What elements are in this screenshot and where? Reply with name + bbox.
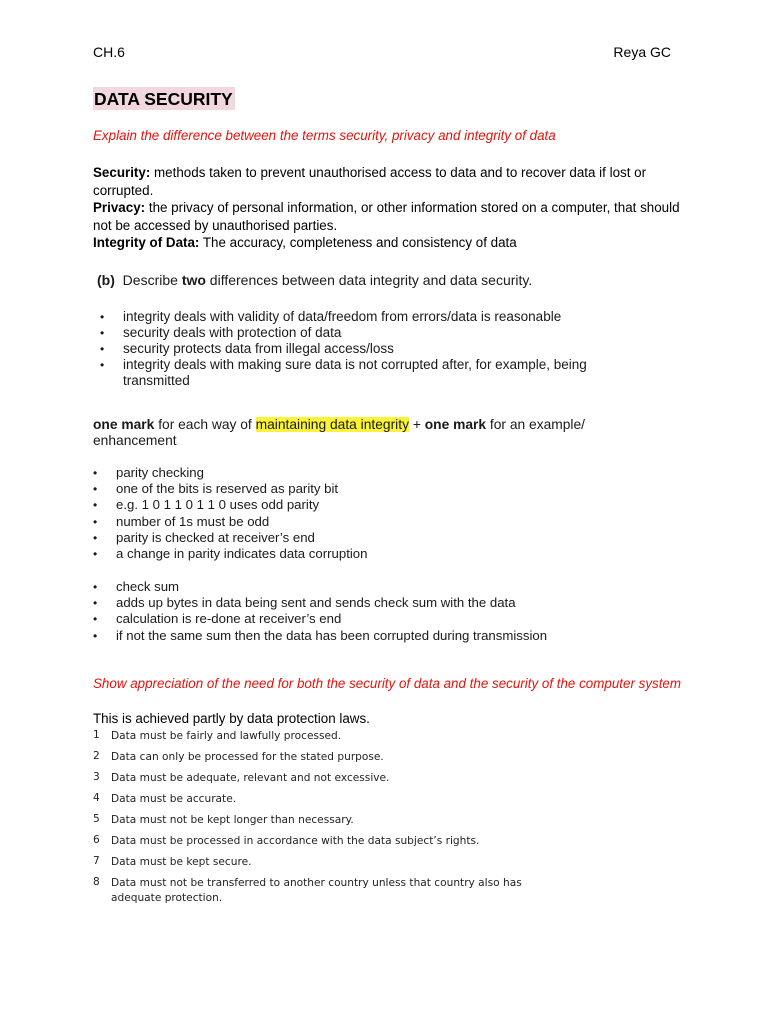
law-number: 7	[93, 855, 100, 867]
part-b-suffix: differences between data integrity and data security.	[205, 272, 533, 288]
law-number: 4	[93, 792, 100, 804]
law-number: 3	[93, 771, 100, 783]
marking-note	[93, 417, 633, 449]
definition-privacy	[93, 199, 683, 234]
part-b-label: (b)	[97, 272, 115, 288]
definition-term: Integrity of Data:	[93, 235, 200, 250]
list-item: • security protects data from illegal access/loss	[96, 341, 636, 357]
law-number: 6	[93, 834, 100, 846]
list-item: • one of the bits is reserved as parity bit	[89, 481, 629, 497]
law-text: Data must be adequate, relevant and not excessive.	[111, 772, 390, 784]
question-heading-2: Show appreciation of the need for both the security of data and the security of the computer system	[93, 676, 682, 691]
list-item: • check sum	[89, 579, 649, 595]
question-heading-1: Explain the difference between the terms security, privacy and integrity of data	[93, 128, 556, 143]
part-b-prefix: Describe	[122, 272, 182, 288]
definition-text: The accuracy, completeness and consistency of data	[199, 235, 517, 250]
list-item: • calculation is re-done at receiver’s end	[89, 611, 649, 627]
list-item: • parity is checked at receiver’s end	[89, 530, 629, 546]
list-item: • integrity deals with making sure data is not corrupted after, for example, being transmitted	[96, 357, 636, 389]
law-text: Data must be kept secure.	[111, 856, 252, 868]
definition-text: methods taken to prevent unauthorised access to data and to recover data if lost or corrupted.	[93, 165, 647, 198]
part-b-bold: two	[181, 272, 206, 288]
marking-text: for an example/ enhancement	[93, 417, 586, 448]
author-name: Reya GC	[613, 44, 671, 60]
list-item: • e.g. 1 0 1 1 0 1 1 0 uses odd parity	[89, 497, 629, 513]
part-b-question	[97, 272, 532, 288]
law-text: Data must be accurate.	[111, 793, 237, 805]
law-number: 2	[93, 750, 100, 762]
differences-list	[96, 309, 636, 389]
definition-security	[93, 164, 683, 199]
law-text: Data must be fairly and lawfully processed.	[111, 730, 342, 742]
marking-plus: +	[408, 417, 425, 432]
highlighted-text: maintaining data integrity	[255, 417, 409, 432]
law-number: 1	[93, 729, 100, 741]
list-item: • adds up bytes in data being sent and sends check sum with the data	[89, 595, 649, 611]
chapter-label: CH.6	[93, 44, 125, 60]
law-number: 5	[93, 813, 100, 825]
list-item: • integrity deals with validity of data/freedom from errors/data is reasonable	[96, 309, 636, 325]
list-item: • parity checking	[89, 465, 629, 481]
law-text: Data must be processed in accordance with the data subject’s rights.	[111, 835, 480, 847]
definition-integrity	[93, 234, 683, 252]
definition-term: Privacy:	[93, 200, 146, 215]
definition-term: Security:	[93, 165, 151, 180]
checksum-list	[89, 579, 649, 644]
marking-bold: one mark	[424, 417, 487, 432]
list-item: • security deals with protection of data	[96, 325, 636, 341]
law-number: 8	[93, 876, 100, 888]
law-text: Data must not be transferred to another country unless that country also has adequate protection.	[111, 877, 522, 904]
definition-text: the privacy of personal information, or other information stored on a computer, that should not be accessed by unauthorised parties.	[93, 200, 680, 233]
list-item: • a change in parity indicates data corruption	[89, 546, 629, 562]
laws-intro: This is achieved partly by data protection laws.	[93, 711, 370, 726]
page-title: DATA SECURITY	[94, 89, 233, 109]
marking-text: for each way of	[154, 417, 256, 432]
parity-list	[89, 465, 629, 562]
law-text: Data can only be processed for the stated purpose.	[111, 751, 384, 763]
list-item: • if not the same sum then the data has been corrupted during transmission	[89, 628, 649, 644]
list-item: • number of 1s must be odd	[89, 514, 629, 530]
law-text: Data must not be kept longer than necessary.	[111, 814, 354, 826]
marking-bold: one mark	[93, 417, 155, 432]
